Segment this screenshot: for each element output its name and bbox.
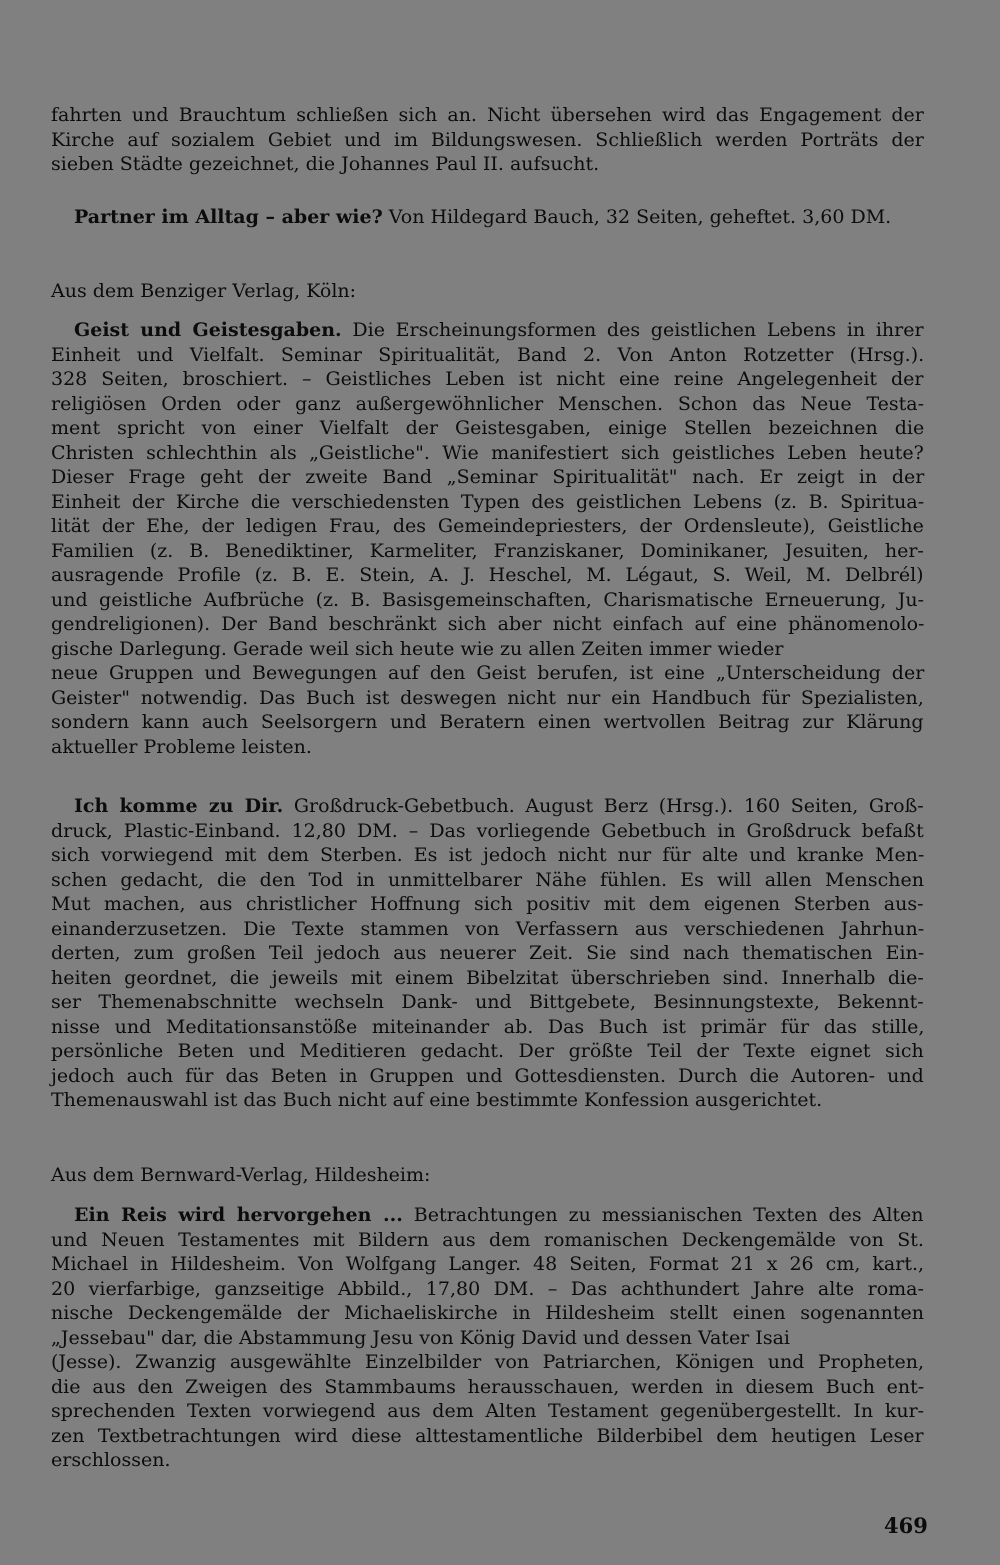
entry-title: Partner im Alltag – aber wie? xyxy=(74,206,383,228)
text-line: erschlossen. xyxy=(51,1449,171,1471)
text-line: schen gedacht, die den Tod in unmittelbarer Nähe fühlen. Es will allen Menschen xyxy=(51,868,924,891)
entry-title: Ein Reis wird hervorgehen ... xyxy=(74,1204,403,1226)
text-line: Mut machen, aus christlicher Hoffnung sich positiv mit dem eigenen Sterben aus- xyxy=(51,893,924,915)
text-line: und geistliche Aufbrüche (z. B. Basisgemeinschaften, Charismatische Erneuerung, Ju- xyxy=(51,588,925,611)
text-line: lität der Ehe, der ledigen Frau, des Gemeindepriesters, der Ordensleute), Geistliche xyxy=(51,515,924,537)
entry-text: Großdruck-Gebetbuch. August Berz (Hrsg.). 160 Seiten, Groß- xyxy=(283,795,924,817)
text-line: persönliche Beten und Meditieren gedacht. Der größte Teil der Texte eignet sich xyxy=(51,1040,924,1062)
entry-ich-komme-zu-dir xyxy=(51,794,924,1113)
text-line: neue Gruppen und Bewegungen auf den Geist berufen, ist eine „Unterscheidung der xyxy=(51,662,925,684)
entry-ein-reis-wird-hervorgehen xyxy=(51,1203,924,1473)
entry-partner-im-alltag xyxy=(74,205,924,230)
text-line: ausragende Profile (z. B. E. Stein, A. J. Heschel, M. Légaut, S. Weil, M. Delbrél) xyxy=(51,564,924,586)
publisher-heading-benziger: Aus dem Benziger Verlag, Köln: xyxy=(51,280,357,302)
intro-paragraph xyxy=(51,103,924,177)
text-line: Kirche auf sozialem Gebiet und im Bildungswesen. Schließlich werden Porträts der xyxy=(51,128,924,151)
text-line: ment spricht von einer Vielfalt der Geistesgaben, einige Stellen bezeichnen die xyxy=(51,417,925,439)
entry-title: Geist und Geistesgaben. xyxy=(74,319,342,341)
text-line: gendreligionen). Der Band beschränkt sich aber nicht einfach auf eine phänomenolo- xyxy=(51,613,925,635)
text-line: nisse und Meditationsanstöße miteinander ab. Das Buch ist primär für das stille, xyxy=(51,1015,925,1038)
text-line: sondern kann auch Seelsorgern und Beratern einen wertvollen Beitrag zur Klärung xyxy=(51,711,924,733)
text-line: druck, Plastic-Einband. 12,80 DM. – Das vorliegende Gebetbuch in Großdruck befaßt xyxy=(51,819,924,842)
text-line: Geister" notwendig. Das Buch ist deswegen nicht nur ein Handbuch für Spezialisten, xyxy=(51,686,924,709)
text-line: Christen schlechthin als „Geistliche". Wie manifestiert sich geistliches Leben heute? xyxy=(51,441,924,464)
text-line: Dieser Frage geht der zweite Band „Seminar Spiritualität" nach. Er zeigt in der xyxy=(51,466,925,488)
entry-text: Die Erscheinungsformen des geistlichen Lebens in ihrer xyxy=(341,319,924,341)
text-line: Michael in Hildesheim. Von Wolfgang Langer. 48 Seiten, Format 21 x 26 cm, kart., xyxy=(51,1253,925,1275)
text-line: heiten geordnet, die jeweils mit einem Bibelzitat überschrieben sind. Innerhalb die- xyxy=(51,966,924,989)
text-line: Einheit und Vielfalt. Seminar Spiritualität, Band 2. Von Anton Rotzetter (Hrsg.). xyxy=(51,343,925,366)
text-line: nische Deckengemälde der Michaeliskirche in Hildesheim stellt einen sogenannten xyxy=(51,1302,924,1324)
publisher-heading-bernward: Aus dem Bernward-Verlag, Hildesheim: xyxy=(51,1164,431,1186)
text-line: zen Textbetrachtungen wird diese alttestamentliche Bilderbibel dem heutigen Leser xyxy=(51,1424,924,1447)
text-line: die aus den Zweigen des Stammbaums herausschauen, werden in diesem Buch ent- xyxy=(51,1375,925,1398)
text-line: derten, zum großen Teil jedoch aus neuerer Zeit. Sie sind nach thematischen Ein- xyxy=(51,942,925,964)
entry-geist-und-geistesgaben xyxy=(51,318,924,759)
text-line: „Jessebau" dar, die Abstammung Jesu von König David und dessen Vater Isai xyxy=(51,1326,790,1349)
text-line: fahrten und Brauchtum schließen sich an. Nicht übersehen wird das Engagement der xyxy=(51,104,924,126)
page-number: 469 xyxy=(884,1513,928,1538)
text-line: sieben Städte gezeichnet, die Johannes Paul II. aufsucht. xyxy=(51,153,600,175)
text-line: religiösen Orden oder ganz außergewöhnlicher Menschen. Schon das Neue Testa- xyxy=(51,392,925,415)
entry-text: Betrachtungen zu messianischen Texten des Alten xyxy=(402,1204,924,1226)
text-line: Familien (z. B. Benediktiner, Karmeliter, Franziskaner, Dominikaner, Jesuiten, her- xyxy=(51,539,924,562)
text-line: gische Darlegung. Gerade weil sich heute wie zu allen Zeiten immer wieder xyxy=(51,637,784,660)
text-line: sprechenden Texten vorwiegend aus dem Alten Testament gegenübergestellt. In kur- xyxy=(51,1400,925,1422)
text-line: 20 vierfarbige, ganzseitige Abbild., 17,80 DM. – Das achthundert Jahre alte roma- xyxy=(51,1277,924,1300)
text-line: (Jesse). Zwanzig ausgewählte Einzelbilder von Patriarchen, Königen und Propheten, xyxy=(51,1351,924,1373)
entry-text: Von Hildegard Bauch, 32 Seiten, geheftet. 3,60 DM. xyxy=(382,206,892,228)
text-line: jedoch auch für das Beten in Gruppen und Gottesdiensten. Durch die Autoren- und xyxy=(51,1064,924,1087)
text-line: und Neuen Testamentes mit Bildern aus dem romanischen Deckengemälde von St. xyxy=(51,1228,924,1251)
text-line: Themenauswahl ist das Buch nicht auf eine bestimmte Konfession ausgerichtet. xyxy=(51,1089,823,1111)
text-line: ser Themenabschnitte wechseln Dank- und Bittgebete, Besinnungstexte, Bekennt- xyxy=(51,991,924,1013)
text-line: 328 Seiten, broschiert. – Geistliches Leben ist nicht eine reine Angelegenheit der xyxy=(51,368,924,390)
text-line: Einheit der Kirche die verschiedensten Typen des geistlichen Lebens (z. B. Spiritua- xyxy=(51,490,925,513)
text-line: aktueller Probleme leisten. xyxy=(51,735,312,758)
text-line: einanderzusetzen. Die Texte stammen von Verfassern aus verschiedenen Jahrhun- xyxy=(51,917,925,940)
entry-title: Ich komme zu Dir. xyxy=(74,795,284,817)
text-line: sich vorwiegend mit dem Sterben. Es ist jedoch nicht nur für alte und kranke Men- xyxy=(51,844,925,866)
